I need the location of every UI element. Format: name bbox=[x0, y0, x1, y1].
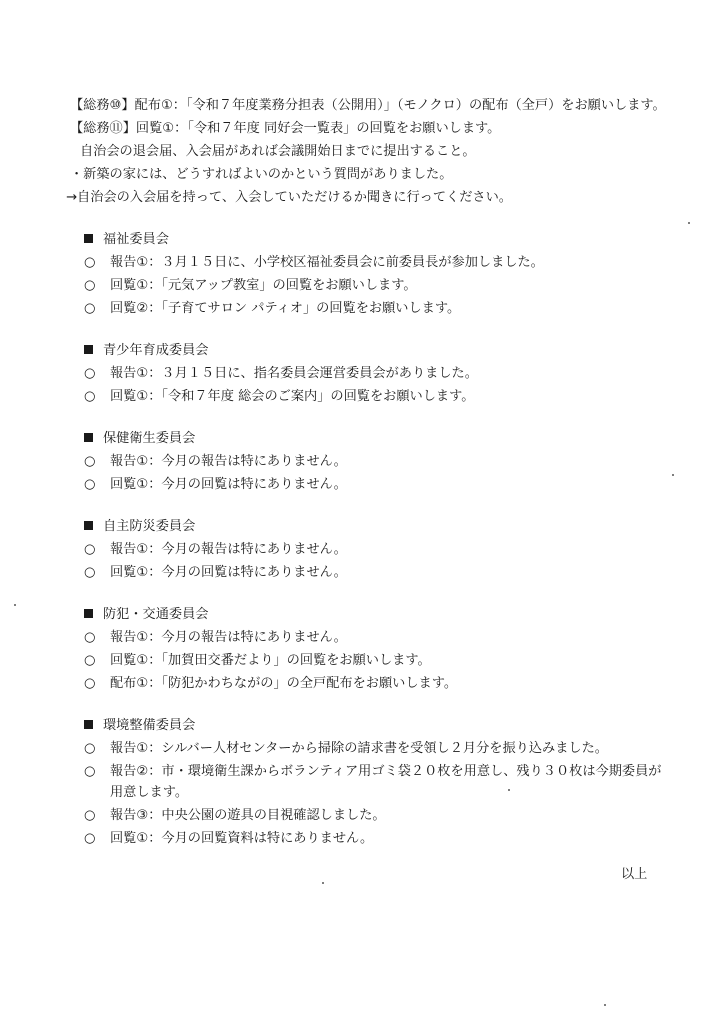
scan-speck bbox=[604, 1004, 606, 1006]
circle-bullet-icon: ○ bbox=[84, 565, 96, 580]
list-item bbox=[84, 277, 417, 295]
section-heading-health bbox=[84, 430, 195, 448]
circle-bullet-icon: ○ bbox=[84, 741, 96, 756]
scan-speck bbox=[688, 222, 690, 224]
item-text: 報告③：中央公園の遊具の目視確認しました。 bbox=[110, 808, 386, 823]
closing-text: 以上 bbox=[621, 867, 648, 882]
circle-bullet-icon: ○ bbox=[84, 676, 96, 691]
section-title: 保健衛生委員会 bbox=[103, 431, 196, 446]
section-title: 福祉委員会 bbox=[103, 232, 169, 247]
circle-bullet-icon: ○ bbox=[84, 764, 96, 779]
section-heading-youth bbox=[84, 342, 209, 360]
circle-bullet-icon: ○ bbox=[84, 477, 96, 492]
general-line-2: 【総務⑪】回覧①：「令和７年度 同好会一覧表」の回覧をお願いします。 bbox=[70, 121, 501, 136]
square-bullet-icon bbox=[84, 345, 93, 354]
general-line-3: 自治会の退会届、入会届があれば会議開始日までに提出すること。 bbox=[80, 144, 476, 159]
circle-bullet-icon: ○ bbox=[84, 454, 96, 469]
list-item bbox=[84, 675, 457, 693]
list-item bbox=[84, 541, 347, 559]
square-bullet-icon bbox=[84, 609, 93, 618]
item-text: 回覧①：「加賀田交番だより」の回覧をお願いします。 bbox=[110, 653, 431, 668]
list-item bbox=[84, 254, 544, 272]
scan-speck bbox=[322, 882, 324, 884]
item-text: 報告①：３月１５日に、小学校区福祉委員会に前委員長が参加しました。 bbox=[110, 255, 544, 270]
list-item bbox=[84, 807, 386, 825]
item-text: 報告①：シルバー人材センターから掃除の請求書を受領し２月分を振り込みました。 bbox=[110, 741, 608, 756]
square-bullet-icon bbox=[84, 234, 93, 243]
item-text: 回覧①：「元気アップ教室」の回覧をお願いします。 bbox=[110, 278, 417, 293]
section-title: 青少年育成委員会 bbox=[103, 343, 209, 358]
circle-bullet-icon: ○ bbox=[84, 278, 96, 293]
item-text: 回覧①：今月の回覧は特にありません。 bbox=[110, 565, 347, 580]
item-text: 報告②：市・環境衛生課からボランティア用ゴミ袋２０枚を用意し、残り３０枚は今期委員が bbox=[110, 764, 662, 779]
scan-speck bbox=[508, 789, 510, 791]
list-item-continuation: 用意します。 bbox=[110, 785, 189, 800]
circle-bullet-icon: ○ bbox=[84, 301, 96, 316]
circle-bullet-icon: ○ bbox=[84, 542, 96, 557]
list-item bbox=[84, 740, 608, 758]
section-heading-disaster bbox=[84, 518, 195, 536]
circle-bullet-icon: ○ bbox=[84, 831, 96, 846]
list-item bbox=[84, 763, 661, 781]
list-item bbox=[84, 564, 347, 582]
general-line-5: →自治会の入会届を持って、入会していただけるか聞きに行ってください。 bbox=[66, 190, 512, 205]
section-title: 環境整備委員会 bbox=[103, 718, 196, 733]
section-title: 自主防災委員会 bbox=[103, 519, 196, 534]
list-item bbox=[84, 476, 347, 494]
section-heading-environment bbox=[84, 717, 195, 735]
general-line-4: ・新築の家には、どうすればよいのかという質問がありました。 bbox=[70, 167, 453, 182]
scan-speck bbox=[14, 604, 16, 606]
item-text: 報告①：今月の報告は特にありません。 bbox=[110, 542, 347, 557]
item-text: 報告①：今月の報告は特にありません。 bbox=[110, 630, 347, 645]
section-heading-welfare bbox=[84, 231, 169, 249]
circle-bullet-icon: ○ bbox=[84, 653, 96, 668]
general-line-1: 【総務⑩】配布①：「令和７年度業務分担表（公開用）」（モノクロ）の配布（全戸）をお願いします。 bbox=[70, 98, 666, 113]
circle-bullet-icon: ○ bbox=[84, 366, 96, 381]
item-text: 回覧①：今月の回覧資料は特にありません。 bbox=[110, 831, 374, 846]
list-item bbox=[84, 300, 460, 318]
square-bullet-icon bbox=[84, 433, 93, 442]
square-bullet-icon bbox=[84, 521, 93, 530]
square-bullet-icon bbox=[84, 720, 93, 729]
list-item bbox=[84, 830, 373, 848]
circle-bullet-icon: ○ bbox=[84, 389, 96, 404]
section-heading-crime-traffic bbox=[84, 606, 209, 624]
section-title: 防犯・交通委員会 bbox=[103, 607, 209, 622]
item-text: 配布①：「防犯かわちながの」の全戸配布をお願いします。 bbox=[110, 676, 458, 691]
list-item bbox=[84, 652, 431, 670]
list-item bbox=[84, 629, 347, 647]
list-item bbox=[84, 388, 474, 406]
item-text: 回覧①：「令和７年度 総会のご案内」の回覧をお願いします。 bbox=[110, 389, 475, 404]
item-text: 報告①：今月の報告は特にありません。 bbox=[110, 454, 347, 469]
item-text: 回覧②：「子育てサロン パティオ」の回覧をお願いします。 bbox=[110, 301, 461, 316]
scan-speck bbox=[672, 474, 674, 476]
list-item bbox=[84, 453, 347, 471]
circle-bullet-icon: ○ bbox=[84, 808, 96, 823]
item-text: 回覧①：今月の回覧は特にありません。 bbox=[110, 477, 347, 492]
circle-bullet-icon: ○ bbox=[84, 630, 96, 645]
list-item bbox=[84, 365, 478, 383]
item-text: 報告①：３月１５日に、指名委員会運営委員会がありました。 bbox=[110, 366, 478, 381]
circle-bullet-icon: ○ bbox=[84, 255, 96, 270]
